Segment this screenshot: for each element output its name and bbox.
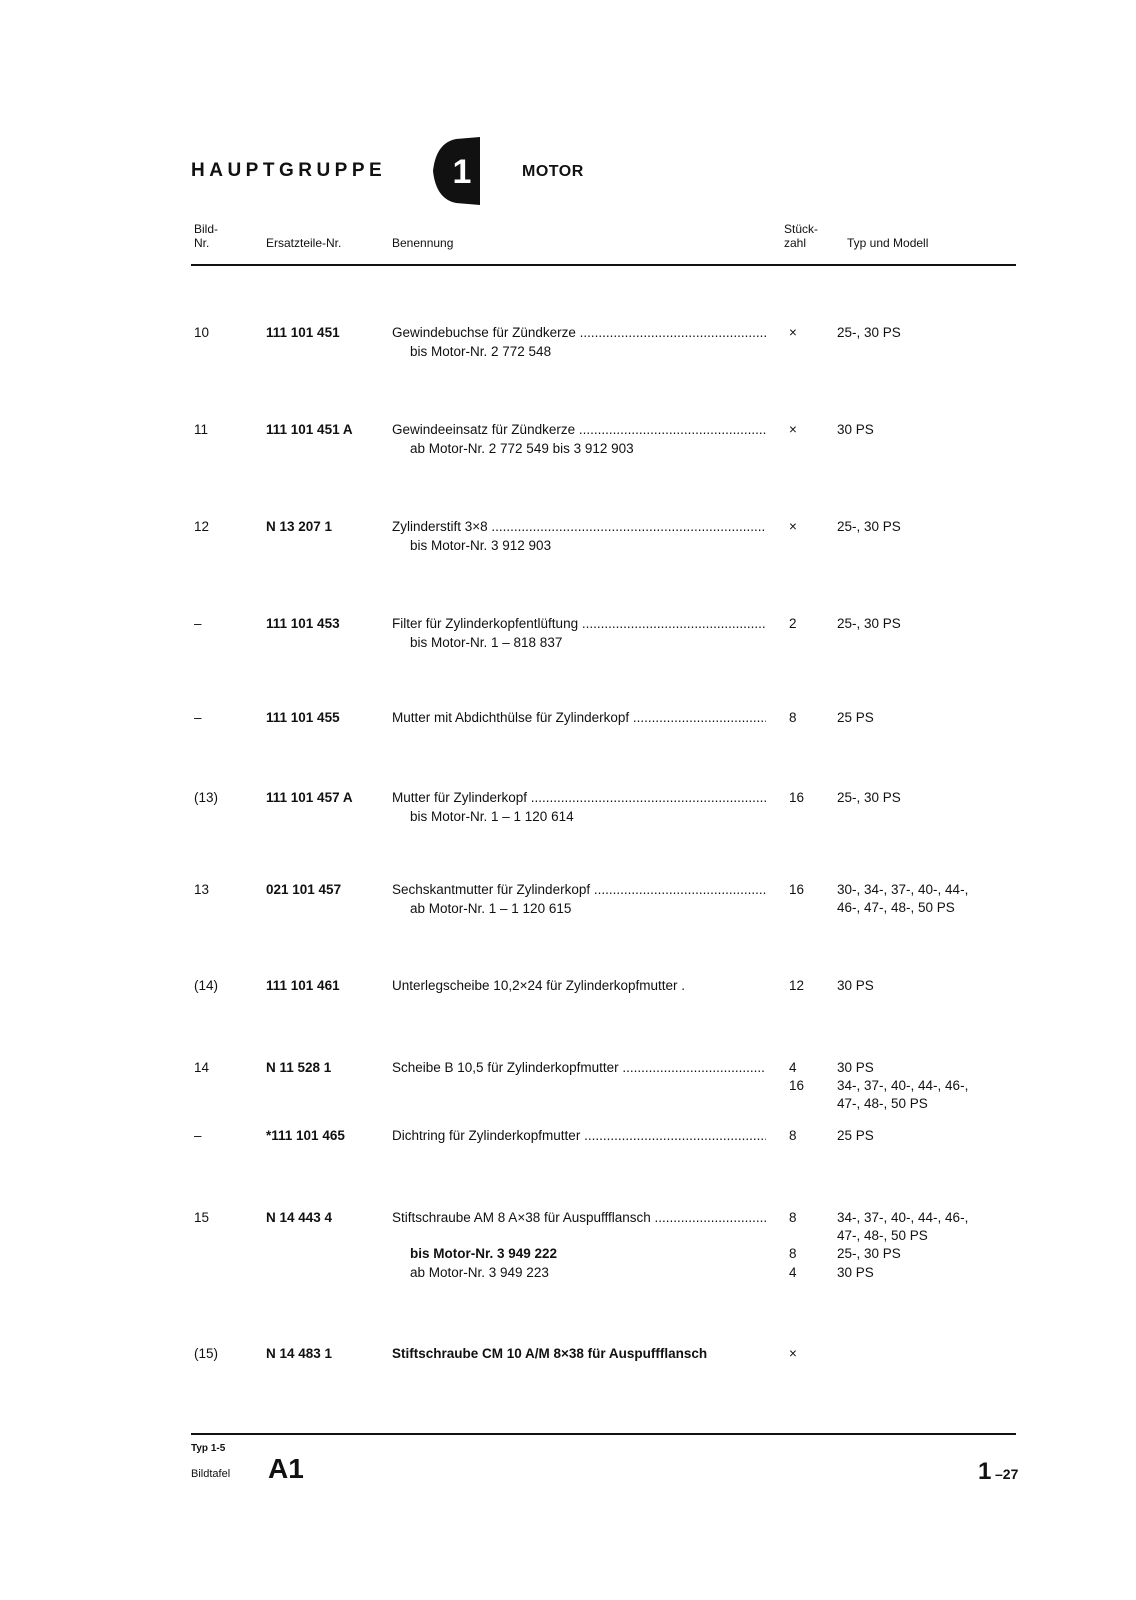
page-number-main: 1: [978, 1458, 992, 1485]
group-title: MOTOR: [522, 163, 584, 180]
row-qty: 2: [789, 616, 797, 631]
row-model: 25-, 30 PS: [837, 519, 901, 534]
row-bild-nr: –: [194, 616, 202, 631]
row-name: Mutter für Zylinderkopf .....: [392, 790, 766, 806]
row-part-no: *111 101 465: [266, 1128, 345, 1143]
footer-type: Typ 1-5: [191, 1443, 226, 1454]
row-name: Scheibe B 10,5 für Zylinderkopfmutter .....: [392, 1060, 766, 1076]
row-part-no: N 13 207 1: [266, 519, 333, 534]
footer-divider: [191, 1433, 1016, 1435]
page-number-sub: –27: [995, 1466, 1019, 1482]
row-note: ab Motor-Nr. 1 – 1 120 615: [410, 901, 572, 916]
row-variant-qty: 8: [789, 1246, 797, 1261]
row-qty: 16: [789, 882, 805, 897]
row-model-cont: 46-, 47-, 48-, 50 PS: [837, 900, 955, 915]
header-divider: [191, 264, 1016, 266]
col-header-part-no: Ersatzteile-Nr.: [266, 236, 342, 250]
row-part-no: 021 101 457: [266, 882, 342, 897]
row-qty: ×: [789, 519, 797, 534]
row-name: Dichtring für Zylinderkopfmutter .....: [392, 1128, 766, 1144]
row-part-no: 111 101 451: [266, 325, 340, 340]
row-part-no: 111 101 451 A: [266, 422, 353, 437]
row-note: ab Motor-Nr. 2 772 549 bis 3 912 903: [410, 441, 634, 456]
row-name: Mutter mit Abdichthülse für Zylinderkopf .....: [392, 710, 766, 726]
row-name: Gewindebuchse für Zündkerze .....: [392, 325, 766, 341]
row-qty: 8: [789, 1210, 797, 1225]
row-model: 34-, 37-, 40-, 44-, 46-,: [837, 1210, 969, 1225]
row-model: 30 PS: [837, 422, 874, 437]
row-model: 25 PS: [837, 710, 874, 725]
row-qty-alt: 16: [789, 1078, 805, 1093]
row-part-no: 111 101 461: [266, 978, 340, 993]
row-qty: 12: [789, 978, 805, 993]
row-name: Zylinderstift 3×8 .....: [392, 519, 766, 535]
row-model: 25 PS: [837, 1128, 874, 1143]
row-bild-nr: 13: [194, 882, 210, 897]
row-model: 25-, 30 PS: [837, 616, 901, 631]
row-model: 30 PS: [837, 978, 874, 993]
col-header-model: Typ und Modell: [847, 236, 929, 250]
row-model: 25-, 30 PS: [837, 790, 901, 805]
row-variant-note: bis Motor-Nr. 3 949 222: [410, 1246, 558, 1261]
row-bild-nr: (13): [194, 790, 219, 805]
row-note: bis Motor-Nr. 2 772 548: [410, 344, 552, 359]
row-part-no: N 14 483 1: [266, 1346, 333, 1361]
row-bild-nr: 15: [194, 1210, 210, 1225]
row-qty: 4: [789, 1060, 797, 1075]
row-qty: 16: [789, 790, 805, 805]
row-variant-model: 25-, 30 PS: [837, 1246, 901, 1261]
row-variant-model: 30 PS: [837, 1265, 874, 1280]
row-part-no: 111 101 455: [266, 710, 340, 725]
row-qty: 8: [789, 710, 797, 725]
footer-bildtafel-label: Bildtafel: [191, 1468, 231, 1480]
row-name: Gewindeeinsatz für Zündkerze .....: [392, 422, 766, 438]
main-group-label: HAUPTGRUPPE: [191, 160, 387, 181]
col-header-name: Benennung: [392, 236, 454, 250]
group-number-badge: [430, 137, 486, 205]
group-number: 1: [452, 153, 472, 191]
row-model: 30 PS: [837, 1060, 874, 1075]
row-part-no: 111 101 453: [266, 616, 340, 631]
row-model-cont: 47-, 48-, 50 PS: [837, 1228, 928, 1243]
row-bild-nr: 11: [194, 422, 209, 437]
row-note: bis Motor-Nr. 3 912 903: [410, 538, 552, 553]
row-name: Filter für Zylinderkopfentlüftung .....: [392, 616, 766, 632]
row-part-no: N 11 528 1: [266, 1060, 332, 1075]
row-model: 25-, 30 PS: [837, 325, 901, 340]
footer-bildtafel-id: A1: [268, 1453, 304, 1484]
row-note: bis Motor-Nr. 1 – 818 837: [410, 635, 563, 650]
row-part-no: 111 101 457 A: [266, 790, 353, 805]
row-name: Stiftschraube CM 10 A/M 8×38 für Auspuffflansch: [392, 1346, 708, 1361]
row-variant-qty: 4: [789, 1265, 797, 1280]
row-bild-nr: 10: [194, 325, 210, 340]
col-header-qty: Stück- zahl: [784, 222, 819, 250]
row-bild-nr: 12: [194, 519, 210, 534]
row-qty: ×: [789, 325, 797, 340]
row-bild-nr: –: [194, 1128, 202, 1143]
row-model-cont: 47-, 48-, 50 PS: [837, 1096, 928, 1111]
col-header-bild-nr: Bild- Nr.: [194, 222, 219, 250]
row-qty: ×: [789, 1346, 797, 1361]
row-variant-note: ab Motor-Nr. 3 949 223: [410, 1265, 549, 1280]
row-name: Stiftschraube AM 8 A×38 für Auspuffflansch .....: [392, 1210, 766, 1226]
row-name: Unterlegscheibe 10,2×24 für Zylinderkopfmutter .: [392, 978, 686, 993]
row-bild-nr: 14: [194, 1060, 210, 1075]
row-model-alt: 34-, 37-, 40-, 44-, 46-,: [837, 1078, 969, 1093]
row-bild-nr: (15): [194, 1346, 219, 1361]
row-qty: ×: [789, 422, 797, 437]
row-bild-nr: (14): [194, 978, 219, 993]
row-name: Sechskantmutter für Zylinderkopf .....: [392, 882, 766, 898]
row-part-no: N 14 443 4: [266, 1210, 333, 1225]
row-bild-nr: –: [194, 710, 202, 725]
row-qty: 8: [789, 1128, 797, 1143]
row-model: 30-, 34-, 37-, 40-, 44-,: [837, 882, 969, 897]
row-note: bis Motor-Nr. 1 – 1 120 614: [410, 809, 574, 824]
